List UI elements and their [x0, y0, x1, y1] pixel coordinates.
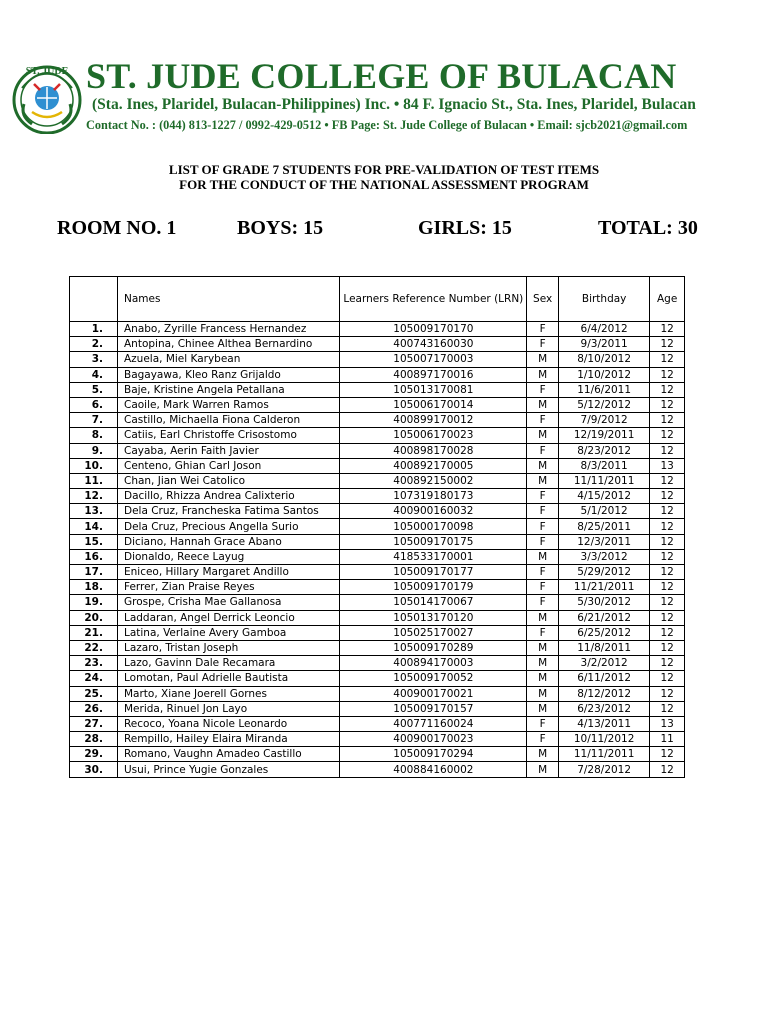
student-name: Usui, Prince Yugie Gonzales	[117, 762, 339, 777]
student-sex: M	[527, 549, 559, 564]
row-number: 29.	[70, 747, 118, 762]
table-row	[70, 686, 685, 701]
student-sex: F	[527, 716, 559, 731]
row-number: 18.	[70, 580, 118, 595]
student-lrn: 107319180173	[340, 489, 527, 504]
student-lrn: 105000170098	[340, 519, 527, 534]
row-number: 23.	[70, 656, 118, 671]
student-name: Bagayawa, Kleo Ranz Grijaldo	[117, 367, 339, 382]
row-number: 11.	[70, 473, 118, 488]
student-age: 12	[650, 595, 685, 610]
student-birthday: 11/11/2011	[558, 473, 649, 488]
student-sex: F	[527, 534, 559, 549]
table-row	[70, 747, 685, 762]
table-row	[70, 671, 685, 686]
table-row	[70, 534, 685, 549]
student-name: Diciano, Hannah Grace Abano	[117, 534, 339, 549]
student-sex: M	[527, 367, 559, 382]
boys-count: BOYS: 15	[237, 217, 324, 239]
svg-text:ST. JUDE: ST. JUDE	[25, 66, 69, 77]
header-sex: Sex	[527, 277, 559, 322]
student-lrn: 105009170177	[340, 565, 527, 580]
row-number: 3.	[70, 352, 118, 367]
student-lrn: 105014170067	[340, 595, 527, 610]
student-sex: M	[527, 747, 559, 762]
student-age: 12	[650, 701, 685, 716]
student-birthday: 6/4/2012	[558, 322, 649, 337]
student-lrn: 400900170023	[340, 732, 527, 747]
student-name: Recoco, Yoana Nicole Leonardo	[117, 716, 339, 731]
student-name: Latina, Verlaine Avery Gamboa	[117, 625, 339, 640]
student-lrn: 400892150002	[340, 473, 527, 488]
table-row	[70, 428, 685, 443]
student-birthday: 8/3/2011	[558, 458, 649, 473]
student-sex: F	[527, 565, 559, 580]
student-birthday: 11/6/2011	[558, 382, 649, 397]
student-age: 12	[650, 352, 685, 367]
student-lrn: 105025170027	[340, 625, 527, 640]
student-lrn: 105009170175	[340, 534, 527, 549]
student-sex: M	[527, 458, 559, 473]
row-number: 22.	[70, 640, 118, 655]
student-birthday: 6/25/2012	[558, 625, 649, 640]
row-number: 9.	[70, 443, 118, 458]
student-age: 12	[650, 473, 685, 488]
student-age: 12	[650, 565, 685, 580]
table-row	[70, 489, 685, 504]
student-name: Chan, Jian Wei Catolico	[117, 473, 339, 488]
table-row	[70, 397, 685, 412]
student-lrn: 400897170016	[340, 367, 527, 382]
student-birthday: 7/9/2012	[558, 413, 649, 428]
table-row	[70, 656, 685, 671]
student-sex: M	[527, 610, 559, 625]
student-age: 12	[650, 534, 685, 549]
student-birthday: 3/2/2012	[558, 656, 649, 671]
student-lrn: 400884160002	[340, 762, 527, 777]
header-lrn: Learners Reference Number (LRN)	[340, 277, 527, 322]
student-sex: M	[527, 701, 559, 716]
student-name: Romano, Vaughn Amadeo Castillo	[117, 747, 339, 762]
student-name: Baje, Kristine Angela Petallana	[117, 382, 339, 397]
student-lrn: 105009170170	[340, 322, 527, 337]
student-name: Dela Cruz, Francheska Fatima Santos	[117, 504, 339, 519]
table-row	[70, 413, 685, 428]
student-lrn: 105007170003	[340, 352, 527, 367]
student-sex: M	[527, 686, 559, 701]
student-lrn: 418533170001	[340, 549, 527, 564]
student-roster-table	[69, 276, 685, 778]
row-number: 17.	[70, 565, 118, 580]
row-number: 7.	[70, 413, 118, 428]
student-name: Laddaran, Angel Derrick Leoncio	[117, 610, 339, 625]
student-sex: F	[527, 413, 559, 428]
student-birthday: 11/21/2011	[558, 580, 649, 595]
student-sex: M	[527, 671, 559, 686]
student-lrn: 105006170014	[340, 397, 527, 412]
student-age: 12	[650, 656, 685, 671]
student-sex: M	[527, 473, 559, 488]
table-row	[70, 549, 685, 564]
student-birthday: 5/12/2012	[558, 397, 649, 412]
table-row	[70, 580, 685, 595]
student-age: 11	[650, 732, 685, 747]
student-name: Centeno, Ghian Carl Joson	[117, 458, 339, 473]
student-name: Antopina, Chinee Althea Bernardino	[117, 337, 339, 352]
student-name: Rempillo, Hailey Elaira Miranda	[117, 732, 339, 747]
student-name: Lazaro, Tristan Joseph	[117, 640, 339, 655]
student-name: Anabo, Zyrille Francess Hernandez	[117, 322, 339, 337]
school-name: ST. JUDE COLLEGE OF BULACAN	[86, 56, 677, 96]
student-name: Caoile, Mark Warren Ramos	[117, 397, 339, 412]
student-sex: M	[527, 762, 559, 777]
student-sex: F	[527, 443, 559, 458]
student-birthday: 5/1/2012	[558, 504, 649, 519]
student-lrn: 400900170021	[340, 686, 527, 701]
table-row	[70, 382, 685, 397]
school-contact: Contact No. : (044) 813-1227 / 0992-429-0512 • FB Page: St. Jude College of Bulacan • Email: sjcb2021@gmail.com	[86, 118, 688, 132]
row-number: 15.	[70, 534, 118, 549]
student-age: 12	[650, 519, 685, 534]
student-birthday: 1/10/2012	[558, 367, 649, 382]
student-sex: F	[527, 595, 559, 610]
table-row	[70, 337, 685, 352]
student-lrn: 105009170179	[340, 580, 527, 595]
row-number: 25.	[70, 686, 118, 701]
student-name: Grospe, Crisha Mae Gallanosa	[117, 595, 339, 610]
student-age: 12	[650, 504, 685, 519]
student-lrn: 400900160032	[340, 504, 527, 519]
student-age: 12	[650, 322, 685, 337]
student-name: Dionaldo, Reece Layug	[117, 549, 339, 564]
document-title-line-1: LIST OF GRADE 7 STUDENTS FOR PRE-VALIDATION OF TEST ITEMS	[168, 162, 600, 177]
student-name: Dela Cruz, Precious Angella Surio	[117, 519, 339, 534]
student-birthday: 5/29/2012	[558, 565, 649, 580]
student-birthday: 12/3/2011	[558, 534, 649, 549]
table-row	[70, 716, 685, 731]
student-lrn: 105009170052	[340, 671, 527, 686]
room-number: ROOM NO. 1	[57, 217, 177, 239]
table-row	[70, 732, 685, 747]
student-lrn: 105013170120	[340, 610, 527, 625]
student-birthday: 8/12/2012	[558, 686, 649, 701]
student-sex: F	[527, 337, 559, 352]
school-seal-logo	[10, 60, 84, 134]
table-row	[70, 352, 685, 367]
header-names: Names	[117, 277, 339, 322]
student-lrn: 105009170294	[340, 747, 527, 762]
student-lrn: 400894170003	[340, 656, 527, 671]
row-number: 8.	[70, 428, 118, 443]
table-body	[70, 322, 685, 778]
row-number: 19.	[70, 595, 118, 610]
row-number: 24.	[70, 671, 118, 686]
row-number: 27.	[70, 716, 118, 731]
student-lrn: 105006170023	[340, 428, 527, 443]
student-birthday: 10/11/2012	[558, 732, 649, 747]
student-birthday: 7/28/2012	[558, 762, 649, 777]
student-sex: M	[527, 397, 559, 412]
student-sex: F	[527, 625, 559, 640]
table-row	[70, 610, 685, 625]
student-sex: F	[527, 504, 559, 519]
student-birthday: 3/3/2012	[558, 549, 649, 564]
student-name: Marto, Xiane Joerell Gornes	[117, 686, 339, 701]
student-name: Catiis, Earl Christoffe Crisostomo	[117, 428, 339, 443]
table-row	[70, 625, 685, 640]
letterhead	[10, 56, 758, 136]
student-lrn: 105009170157	[340, 701, 527, 716]
student-age: 12	[650, 443, 685, 458]
row-number: 30.	[70, 762, 118, 777]
student-sex: M	[527, 352, 559, 367]
student-sex: F	[527, 580, 559, 595]
student-birthday: 4/13/2011	[558, 716, 649, 731]
row-number: 2.	[70, 337, 118, 352]
table-row	[70, 504, 685, 519]
row-number: 6.	[70, 397, 118, 412]
student-age: 12	[650, 580, 685, 595]
student-birthday: 12/19/2011	[558, 428, 649, 443]
student-age: 12	[650, 671, 685, 686]
document-title-line-2: FOR THE CONDUCT OF THE NATIONAL ASSESSMENT PROGRAM	[179, 177, 589, 192]
row-number: 21.	[70, 625, 118, 640]
student-age: 12	[650, 428, 685, 443]
girls-count: GIRLS: 15	[418, 217, 512, 239]
student-sex: F	[527, 732, 559, 747]
table-row	[70, 367, 685, 382]
header-age: Age	[650, 277, 685, 322]
school-address: (Sta. Ines, Plaridel, Bulacan-Philippines) Inc. • 84 F. Ignacio St., Sta. Ines, Plaridel, Bulacan	[92, 96, 696, 113]
header-number	[70, 277, 118, 322]
student-birthday: 6/21/2012	[558, 610, 649, 625]
student-age: 12	[650, 337, 685, 352]
table-row	[70, 443, 685, 458]
student-name: Lomotan, Paul Adrielle Bautista	[117, 671, 339, 686]
row-number: 16.	[70, 549, 118, 564]
student-sex: M	[527, 640, 559, 655]
student-sex: F	[527, 519, 559, 534]
table-row	[70, 565, 685, 580]
student-age: 12	[650, 610, 685, 625]
student-birthday: 9/3/2011	[558, 337, 649, 352]
document-title	[0, 162, 768, 192]
student-age: 13	[650, 716, 685, 731]
student-age: 12	[650, 367, 685, 382]
table-row	[70, 458, 685, 473]
student-birthday: 11/11/2011	[558, 747, 649, 762]
student-age: 13	[650, 458, 685, 473]
student-birthday: 4/15/2012	[558, 489, 649, 504]
student-age: 12	[650, 625, 685, 640]
student-lrn: 400899170012	[340, 413, 527, 428]
row-number: 1.	[70, 322, 118, 337]
student-lrn: 105013170081	[340, 382, 527, 397]
table-row	[70, 701, 685, 716]
row-number: 13.	[70, 504, 118, 519]
student-birthday: 8/25/2011	[558, 519, 649, 534]
student-lrn: 400743160030	[340, 337, 527, 352]
student-name: Dacillo, Rhizza Andrea Calixterio	[117, 489, 339, 504]
student-sex: F	[527, 382, 559, 397]
row-number: 28.	[70, 732, 118, 747]
student-name: Cayaba, Aerin Faith Javier	[117, 443, 339, 458]
student-birthday: 11/8/2011	[558, 640, 649, 655]
student-age: 12	[650, 382, 685, 397]
student-age: 12	[650, 640, 685, 655]
student-sex: F	[527, 322, 559, 337]
student-name: Castillo, Michaella Fiona Calderon	[117, 413, 339, 428]
student-birthday: 8/23/2012	[558, 443, 649, 458]
student-age: 12	[650, 489, 685, 504]
total-count: TOTAL: 30	[598, 217, 698, 239]
student-age: 12	[650, 413, 685, 428]
student-birthday: 8/10/2012	[558, 352, 649, 367]
student-name: Lazo, Gavinn Dale Recamara	[117, 656, 339, 671]
header-birthday: Birthday	[558, 277, 649, 322]
row-number: 12.	[70, 489, 118, 504]
student-sex: M	[527, 656, 559, 671]
student-lrn: 105009170289	[340, 640, 527, 655]
student-name: Ferrer, Zian Praise Reyes	[117, 580, 339, 595]
student-name: Eniceo, Hillary Margaret Andillo	[117, 565, 339, 580]
student-lrn: 400898170028	[340, 443, 527, 458]
row-number: 5.	[70, 382, 118, 397]
table-row	[70, 640, 685, 655]
student-sex: M	[527, 428, 559, 443]
student-sex: F	[527, 489, 559, 504]
student-age: 12	[650, 747, 685, 762]
row-number: 4.	[70, 367, 118, 382]
table-header-row	[70, 277, 685, 322]
student-lrn: 400892170005	[340, 458, 527, 473]
table-row	[70, 595, 685, 610]
student-name: Azuela, Miel Karybean	[117, 352, 339, 367]
table-row	[70, 322, 685, 337]
student-age: 12	[650, 549, 685, 564]
student-age: 12	[650, 686, 685, 701]
row-number: 20.	[70, 610, 118, 625]
student-birthday: 5/30/2012	[558, 595, 649, 610]
table-row	[70, 519, 685, 534]
row-number: 10.	[70, 458, 118, 473]
student-age: 12	[650, 397, 685, 412]
student-birthday: 6/23/2012	[558, 701, 649, 716]
student-age: 12	[650, 762, 685, 777]
row-number: 26.	[70, 701, 118, 716]
table-row	[70, 762, 685, 777]
student-name: Merida, Rinuel Jon Layo	[117, 701, 339, 716]
student-birthday: 6/11/2012	[558, 671, 649, 686]
table-row	[70, 473, 685, 488]
row-number: 14.	[70, 519, 118, 534]
student-lrn: 400771160024	[340, 716, 527, 731]
